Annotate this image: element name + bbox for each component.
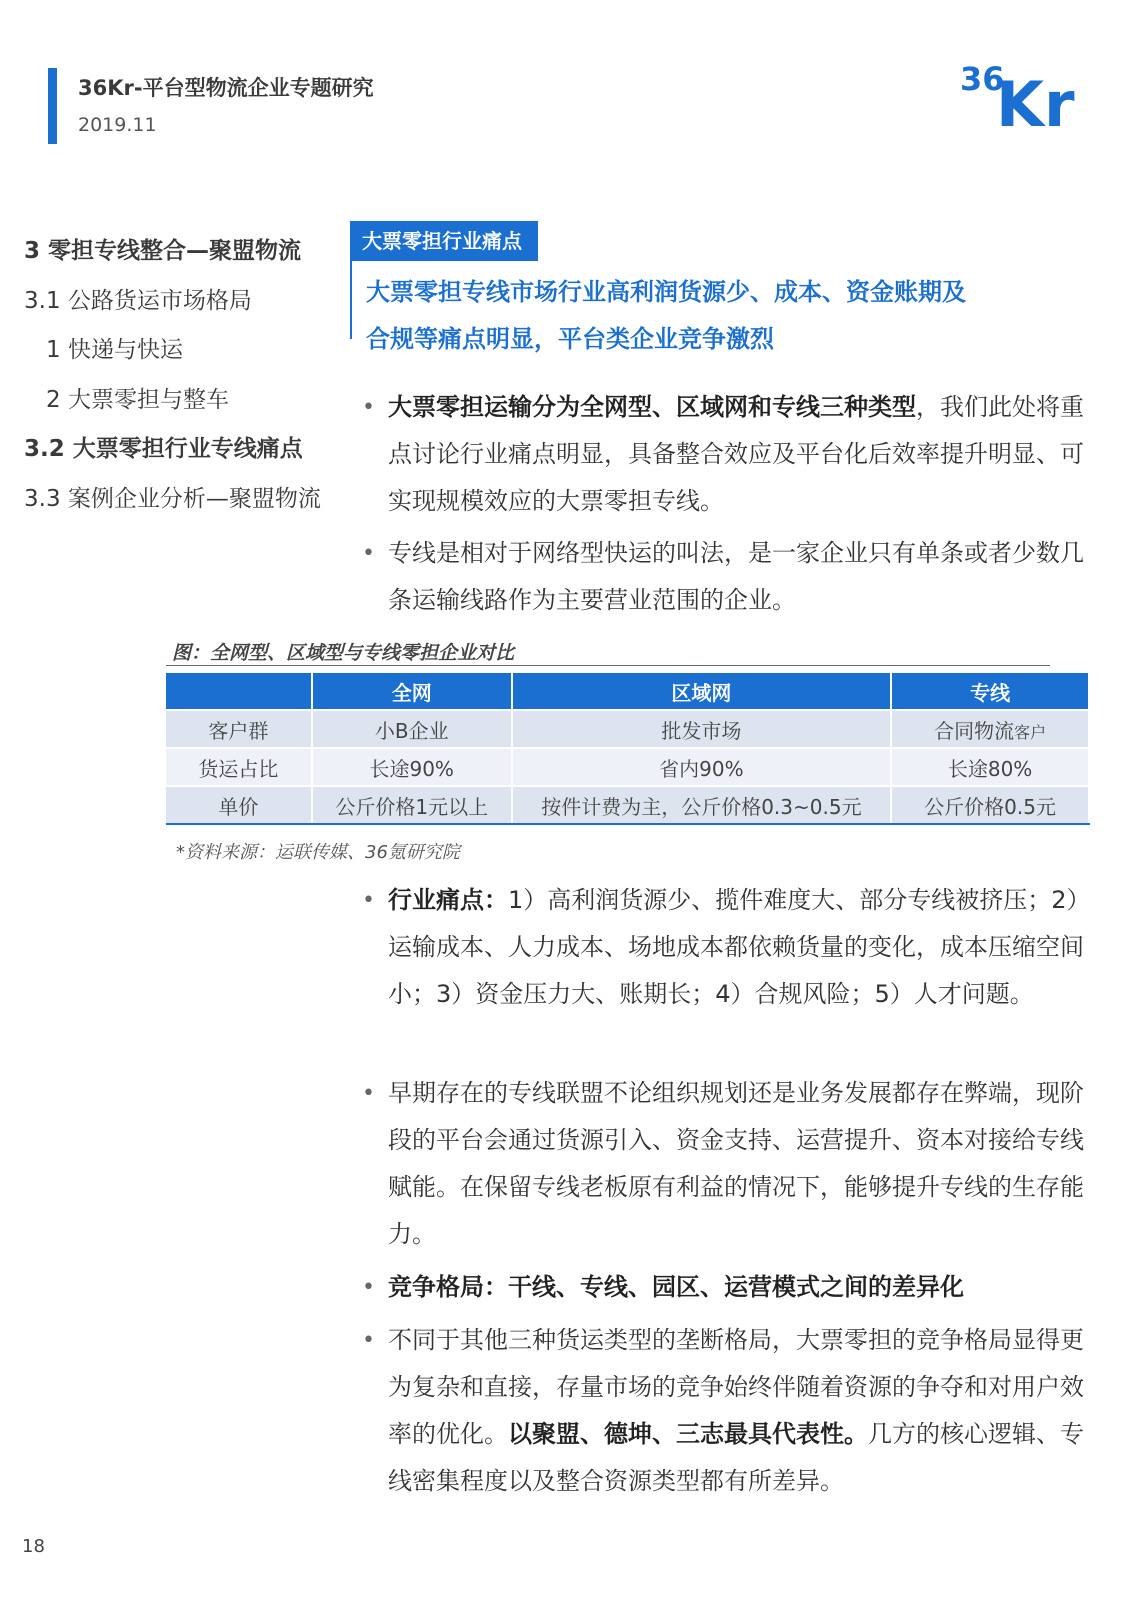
report-title: 36Kr-平台型物流企业专题研究 <box>78 76 374 100</box>
table-cell: 按件计费为主，公斤价格0.3~0.5元 <box>512 786 892 824</box>
section-headline-line-1: 大票零担专线市场行业高利润货源少、成本、资金账期及 <box>366 278 966 306</box>
bullet-paragraph: • 不同于其他三种货运类型的垄断格局，大票零担的竞争格局显得更为复杂和直接，存量市场的竞争始终伴随着资源的争夺和对用户效率的优化。以聚盟、德坤、三志最具代表性。几方的核心逻辑、专线密集程度以及整合资源类型都有所差异。 <box>388 1317 1088 1505</box>
report-date: 2019.11 <box>78 114 157 136</box>
svg-text:36: 36 <box>960 60 1005 98</box>
table-header-nationwide: 全网 <box>312 673 512 710</box>
bullet-dot-icon: • <box>362 888 375 913</box>
nav-section-3-3[interactable]: 3.3 案例企业分析—聚盟物流 <box>24 486 321 512</box>
page-number: 18 <box>22 1536 45 1557</box>
table-cell: 长途80% <box>891 748 1089 786</box>
row-label: 单价 <box>166 786 312 824</box>
nav-section-3-1[interactable]: 3.1 公路货运市场格局 <box>24 288 252 314</box>
table-header-empty <box>166 673 312 710</box>
comparison-table <box>166 673 1090 825</box>
bullet-dot-icon: • <box>362 1081 375 1106</box>
nav-sub-2[interactable]: 2 大票零担与整车 <box>46 387 229 413</box>
table-row <box>166 710 1089 748</box>
table-row <box>166 748 1089 786</box>
bullet-paragraph: • 早期存在的专线联盟不论组织规划还是业务发展都存在弊端，现阶段的平台会通过货源引入、资金支持、运营提升、资本对接给专线赋能。在保留专线老板原有利益的情况下，能够提升专线的生存能力。 <box>388 1070 1088 1258</box>
table-header-row <box>166 673 1089 710</box>
headline-divider <box>350 261 352 339</box>
table-header-regional: 区域网 <box>512 673 892 710</box>
bullet-paragraph: • 竞争格局：干线、专线、园区、运营模式之间的差异化 <box>388 1264 1088 1311</box>
table-row <box>166 786 1089 824</box>
bullet-paragraph: • 大票零担运输分为全网型、区域网和专线三种类型，我们此处将重点讨论行业痛点明显，具备整合效应及平台化后效率提升明显、可实现规模效应的大票零担专线。 <box>388 384 1088 525</box>
table-cell: 小B企业 <box>312 710 512 748</box>
table-cell: 批发市场 <box>512 710 892 748</box>
bullet-paragraph: • 专线是相对于网络型快运的叫法，是一家企业只有单条或者少数几条运输线路作为主要营业范围的企业。 <box>388 530 1088 624</box>
bullet-dot-icon: • <box>362 395 375 420</box>
table-cell: 公斤价格0.5元 <box>891 786 1089 824</box>
section-tag: 大票零担行业痛点 <box>350 221 538 261</box>
bullet-dot-icon: • <box>362 541 375 566</box>
brand-logo-icon <box>960 60 1092 132</box>
header-accent-bar <box>48 68 57 144</box>
bullet-dot-icon: • <box>362 1275 375 1300</box>
svg-text:Kr: Kr <box>996 68 1075 132</box>
caption-underline <box>166 665 1050 666</box>
table-source-note: *资料来源：运联传媒、36氪研究院 <box>176 842 460 863</box>
row-label: 货运占比 <box>166 748 312 786</box>
section-headline-line-2: 合规等痛点明显，平台类企业竞争激烈 <box>366 325 774 353</box>
bullet-dot-icon: • <box>362 1328 375 1353</box>
table-header-dedicated-line: 专线 <box>891 673 1089 710</box>
table-caption: 图：全网型、区域型与专线零担企业对比 <box>172 642 515 664</box>
nav-sub-1[interactable]: 1 快递与快运 <box>46 337 183 363</box>
table-cell: 公斤价格1元以上 <box>312 786 512 824</box>
row-label: 客户群 <box>166 710 312 748</box>
table-cell: 长途90% <box>312 748 512 786</box>
bullet-paragraph: • 行业痛点：1）高利润货源少、揽件难度大、部分专线被挤压；2）运输成本、人力成本、场地成本都依赖货量的变化，成本压缩空间小；3）资金压力大、账期长；4）合规风险；5）人才问题。 <box>388 877 1088 1018</box>
table-cell: 合同物流客户 <box>891 710 1089 748</box>
nav-section-3-2-active[interactable]: 3.2 大票零担行业专线痛点 <box>24 436 303 462</box>
nav-chapter-3[interactable]: 3 零担专线整合—聚盟物流 <box>24 238 302 264</box>
table-cell: 省内90% <box>512 748 892 786</box>
